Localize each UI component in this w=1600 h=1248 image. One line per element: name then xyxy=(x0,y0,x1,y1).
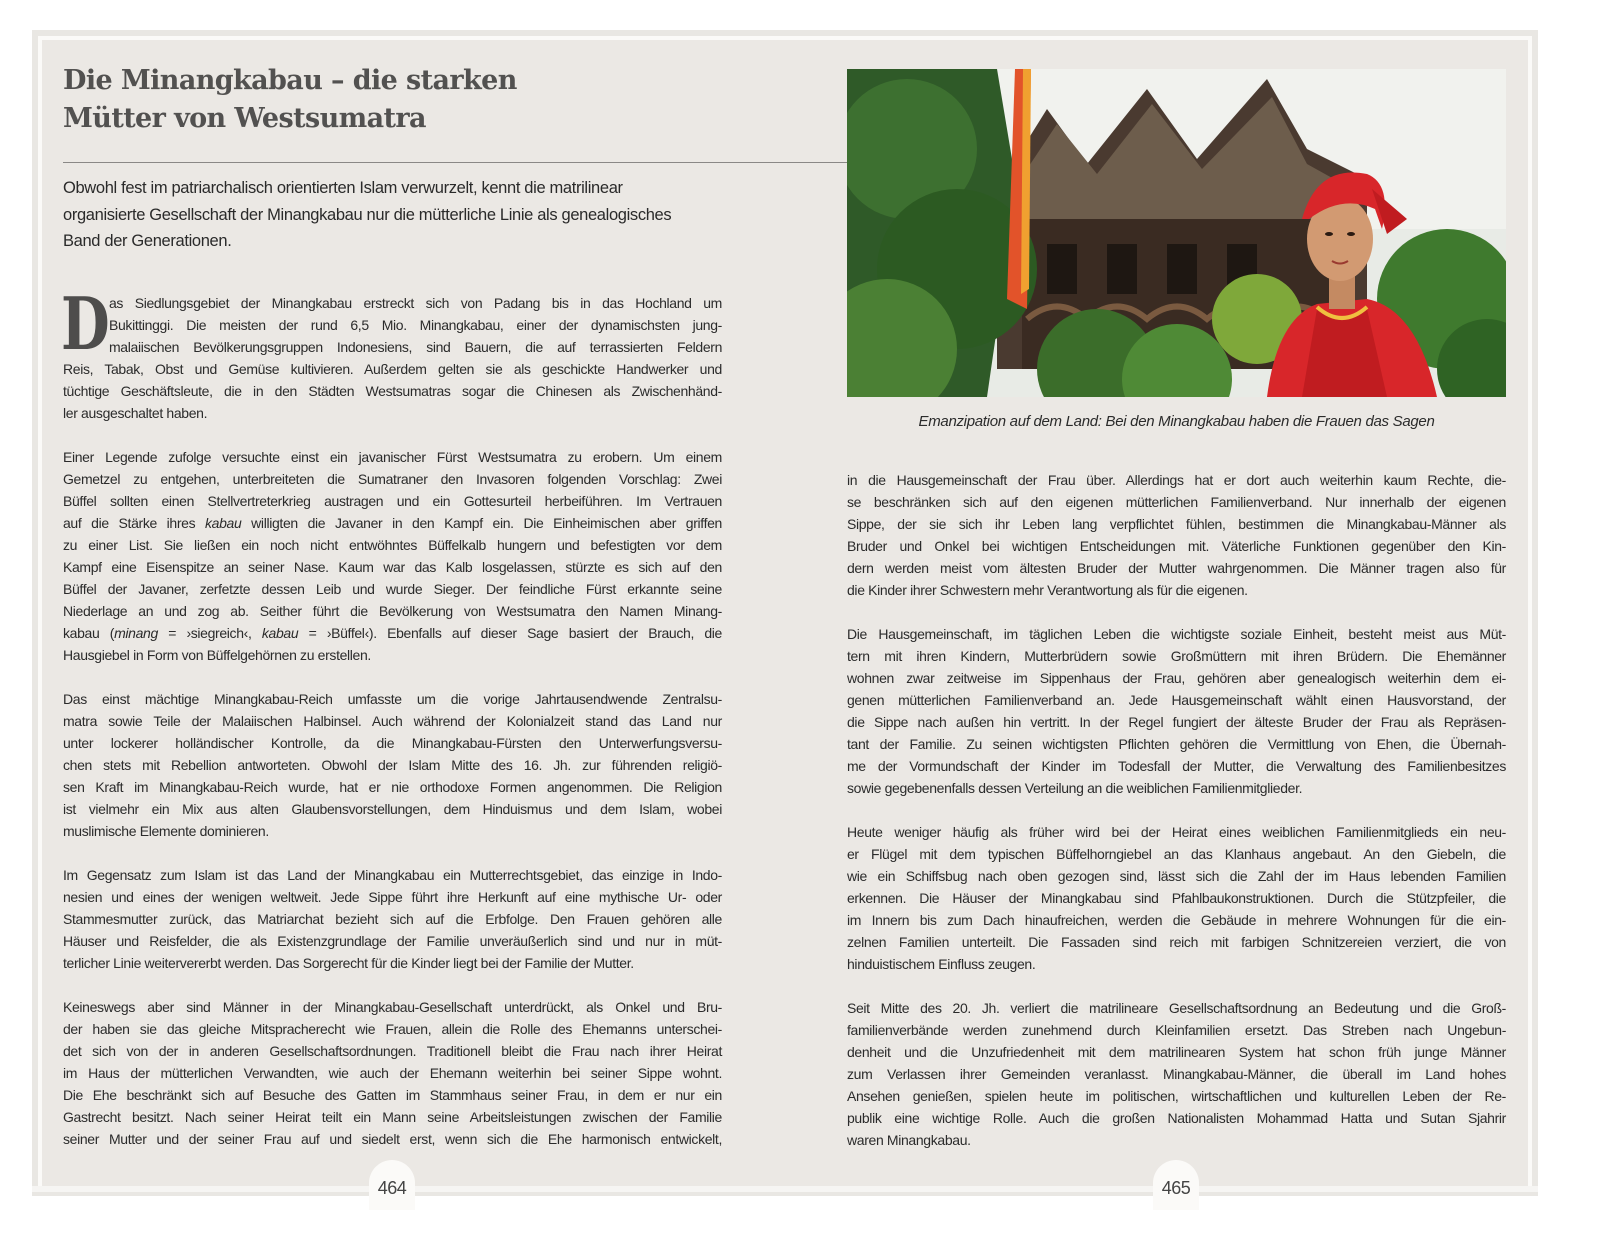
text-line: sowie gegebenenfalls dessen Verteilung an die weiblichen Familienmitglieder. xyxy=(847,780,1303,796)
text-line: Niederlage an und zog ab. Seither führt die Bevölkerung von Westsumatra den Namen Minang- xyxy=(63,603,722,619)
photo-minangkabau-woman-house xyxy=(847,69,1506,397)
paragraph xyxy=(847,469,1506,601)
lead-line: organisierte Gesellschaft der Minangkabau nur die mütterliche Linie als genealogisches xyxy=(63,205,672,224)
text-line: Seit Mitte des 20. Jh. verliert die matrilineare Gesellschaftsordnung an Bedeutung und die Groß- xyxy=(847,1000,1506,1016)
text-line: Heute weniger häufig als früher wird bei der Heirat eines weiblichen Familienmitglieds ein neu- xyxy=(847,824,1506,840)
photo-caption: Emanzipation auf dem Land: Bei den Minangkabau haben die Frauen das Sagen xyxy=(918,413,1435,430)
text-line: Die Ehe beschränkt sich auf Besuche des Gatten im Stammhaus seiner Frau, in dem er nur ein xyxy=(63,1087,722,1103)
text-line: tüchtige Geschäftsleute, die in den Städten Westsumatras sogar die Chinesen als Zwischenhänd- xyxy=(63,383,722,399)
text-line: Einer Legende zufolge versuchte einst ein javanischer Fürst Westsumatra zu erobern. Um einem xyxy=(63,449,722,465)
text-line: muslimische Elemente dominieren. xyxy=(63,823,269,839)
page-number-left: 464 xyxy=(369,1160,415,1210)
text-line: Kampf eine Eisenspitze an seiner Nase. Kaum war das Kalb losgelassen, stürzte es sich auf den xyxy=(63,559,722,575)
text-segment: willigten die Javaner in den Kampf ein. Die Einheimischen aber griffen xyxy=(241,515,722,531)
text-line: wohnen zwar zeitweise im Sippenhaus der Frau, gehören aber genealogisch weiterhin dem ei- xyxy=(847,670,1506,686)
text-line: publik eine wichtige Rolle. Auch die großen Nationalisten Mohammad Hatta und Sutan Sjahrir xyxy=(847,1110,1506,1126)
text-line: Bruder und Onkel bei wichtigen Entscheidungen mit. Väterliche Funktionen gegenüber den Kin- xyxy=(847,538,1506,554)
italic-term: kabau xyxy=(261,625,299,641)
text-line xyxy=(63,512,722,534)
text-line: erkennen. Die Häuser der Minangkabau sind Pfahlbaukonstruktionen. Durch die Stützpfeiler, die xyxy=(847,890,1506,906)
text-segment: = ›Büffel‹). Ebenfalls auf dieser Sage basiert der Brauch, die xyxy=(298,625,722,641)
text-line: tern mit ihren Kindern, Mutterbrüdern sowie Großmüttern mit ihren Brüdern. Die Ehemänner xyxy=(847,648,1506,664)
text-line: me der Vormundschaft der Kinder im Todesfall der Mutter, die Verwaltung des Familienbesitzes xyxy=(847,758,1506,774)
paragraph xyxy=(63,688,722,842)
text-line: in die Hausgemeinschaft der Frau über. Allerdings hat er dort auch weiterhin kaum Rechte, die- xyxy=(847,472,1506,488)
text-line: Gastrecht besitzt. Nach seiner Heirat teilt ein Mann seine Arbeitsleistungen zwischen der Familie xyxy=(63,1109,722,1125)
text-line: as Siedlungsgebiet der Minangkabau erstreckt sich von Padang bis in das Hochland um xyxy=(109,295,722,311)
text-line: Keineswegs aber sind Männer in der Minangkabau-Gesellschaft unterdrückt, als Onkel und Bru- xyxy=(63,999,722,1015)
paragraph xyxy=(847,997,1506,1151)
lead-line: Obwohl fest im patriarchalisch orientierten Islam verwurzelt, kennt die matrilinear xyxy=(63,179,623,197)
text-line: waren Minangkabau. xyxy=(847,1132,971,1148)
paragraph xyxy=(63,996,722,1150)
text-line: terlicher Linie weitervererbt werden. Das Sorgerecht für die Kinder liegt bei der Familie der Mutter. xyxy=(63,955,634,971)
text-line: Büffel der Javaner, zerfetzte dessen Leib und wurde Sieger. Der feindliche Fürst erkannte seine xyxy=(63,581,722,597)
left-column xyxy=(63,292,722,1172)
drop-cap: D xyxy=(61,281,110,366)
italic-term: minang xyxy=(114,625,158,641)
bottom-rule xyxy=(32,1186,1538,1192)
text-line: Im Gegensatz zum Islam ist das Land der Minangkabau ein Mutterrechtsgebiet, das einzige in Indo- xyxy=(63,867,722,883)
text-line: wie ein Schiffsbug nach oben gezogen sind, lässt sich die Zahl der im Haus lebenden Familien xyxy=(847,868,1506,884)
text-line: Reis, Tabak, Obst und Gemüse kultivieren. Außerdem gelten sie als geschickte Handwerker und xyxy=(63,361,722,377)
text-line: Hausgiebel in Form von Büffelgehörnen zu erstellen. xyxy=(63,647,371,663)
paragraph xyxy=(63,446,722,666)
text-line xyxy=(63,622,722,644)
text-line: sen Kraft im Minangkabau-Reich wurde, hat er nie orthodoxe Formen angenommen. Die Religion xyxy=(63,779,722,795)
title-line-2: Mütter von Westsumatra xyxy=(63,103,426,134)
text-line: det sich von der in anderen Gesellschaftsordnungen. Traditionell bleibt die Frau nach ihrer Heirat xyxy=(63,1043,722,1059)
text-line: im Haus der mütterlichen Verwandten, wie auch der Ehemann weiterhin bei seiner Sippe wohnt. xyxy=(63,1065,722,1081)
text-line: er Flügel mit dem typischen Büffelhorngiebel an das Klanhaus angebaut. An den Giebeln, die xyxy=(847,846,1506,862)
text-line: Häuser und Reisfelder, die als Existenzgrundlage der Familie unveräußerlich sind und nur in müt- xyxy=(63,933,722,949)
page-number-right: 465 xyxy=(1153,1160,1199,1210)
title-rule xyxy=(63,162,847,163)
paragraph xyxy=(63,864,722,974)
text-line: Bukittinggi. Die meisten der rund 6,5 Mio. Minangkabau, einer der dynamischsten jung- xyxy=(109,317,722,333)
paragraph xyxy=(847,821,1506,975)
text-segment: = ›siegreich‹, xyxy=(157,625,262,641)
text-line: zelnen Familien unterteilt. Die Fassaden sind reich mit farbigen Schnitzereien verziert, die von xyxy=(847,934,1506,950)
lead-line: Band der Generationen. xyxy=(63,232,232,250)
text-line: tant der Familie. Zu seinen wichtigsten Pflichten gehören die Vermittlung von Ehen, die Übernah- xyxy=(847,736,1506,752)
text-line: ist vielmehr ein Mix aus alten Glaubensvorstellungen, dem Hinduismus und dem Islam, wobei xyxy=(63,801,722,817)
text-line: zu einer List. Sie ließen ein noch nicht entwöhntes Büffelkalb hungern und befestigten vor dem xyxy=(63,537,722,553)
title-line-1: Die Minangkabau – die starken xyxy=(63,65,517,96)
lead-paragraph xyxy=(63,175,733,255)
paragraph xyxy=(63,292,722,424)
text-line: Sippe, der sie sich ihr Leben lang verpflichtet fühlen, bestimmen die Minangkabau-Männer als xyxy=(847,516,1506,532)
text-line: chen stets mit Rebellion antworteten. Obwohl der Islam Mitte des 16. Jh. zur führenden religiö- xyxy=(63,757,722,773)
text-line: matra sowie Teile der Malaiischen Halbinsel. Auch während der Kolonialzeit stand das Land nur xyxy=(63,713,722,729)
text-line: im Innern bis zum Dach hinaufreichen, werden die Gebäude in mehrere Wohnungen für die ein- xyxy=(847,912,1506,928)
text-line: zum Verlassen ihrer Gemeinden veranlasst. Minangkabau-Männer, die überall im Land hohes xyxy=(847,1066,1506,1082)
text-line: denheit und die Unzufriedenheit mit dem matrilinearen System hat schon früh junge Männer xyxy=(847,1044,1506,1060)
text-line: der haben sie das gleiche Mitspracherecht wie Frauen, allein die Rolle des Ehemanns unterschei- xyxy=(63,1021,722,1037)
text-line: unter lockerer holländischer Kontrolle, da die Minangkabau-Fürsten den Unterwerfungsversu- xyxy=(63,735,722,751)
text-line: Das einst mächtige Minangkabau-Reich umfasste um die vorige Jahrtausendwende Zentralsu- xyxy=(63,691,722,707)
text-line: genen mütterlichen Familienverband an. Jede Hausgemeinschaft wählt einen Hausvorstand, der xyxy=(847,692,1506,708)
text-line: ler ausgeschaltet haben. xyxy=(63,405,208,421)
text-line: Ansehen genießen, spielen heute im politischen, wirtschaftlichen und kulturellen Leben der Re- xyxy=(847,1088,1506,1104)
text-line: dern werden meist vom ältesten Bruder der Mutter wahrgenommen. Die Männer tragen also für xyxy=(847,560,1506,576)
text-segment: auf die Stärke ihres xyxy=(63,515,206,531)
article-title xyxy=(63,62,517,138)
text-line: Die Hausgemeinschaft, im täglichen Leben die wichtigste soziale Einheit, besteht meist aus Müt- xyxy=(847,626,1506,642)
text-line: Büffel sollten einen Stellvertreterkrieg austragen und ein Gottesurteil herbeiführen. Im Vertrauen xyxy=(63,493,722,509)
right-column xyxy=(847,469,1506,1173)
text-line: se beschränken sich auf den eigenen mütterlichen Familienverband. Nur innerhalb der eigenen xyxy=(847,494,1506,510)
italic-term: kabau xyxy=(205,515,242,531)
text-line: seiner Mutter und der seiner Frau auf und siedelt erst, wenn sich die Ehe harmonisch entwickelt, xyxy=(63,1131,722,1147)
text-line: Gemetzel zu entgehen, unterbreiteten die Sumatraner den Invasoren folgenden Vorschlag: Zwei xyxy=(63,471,722,487)
text-line: die Kinder ihrer Schwestern mehr Verantwortung als für die eigenen. xyxy=(847,582,1248,598)
text-line: hinduistischem Einfluss zeugen. xyxy=(847,956,1036,972)
text-line: malaiischen Bevölkerungsgruppen Indonesiens, sind Bauern, die auf terrassierten Feldern xyxy=(109,339,722,355)
paragraph xyxy=(847,623,1506,799)
text-segment: kabau ( xyxy=(63,625,115,641)
text-line: familienverbände werden zunehmend durch Kleinfamilien ersetzt. Das Streben nach Ungebun- xyxy=(847,1022,1506,1038)
text-line: Stammesmutter zurück, das Matriarchat bezieht sich auf die Erbfolge. Den Frauen gehören alle xyxy=(63,911,722,927)
text-line: nesien und eines der wenigen weltweit. Jede Sippe führt ihre Herkunft auf eine mythische Ur- oder xyxy=(63,889,722,905)
text-line: die Sippe nach außen hin vertritt. In der Regel fungiert der älteste Bruder der Frau als Repräsen- xyxy=(847,714,1506,730)
